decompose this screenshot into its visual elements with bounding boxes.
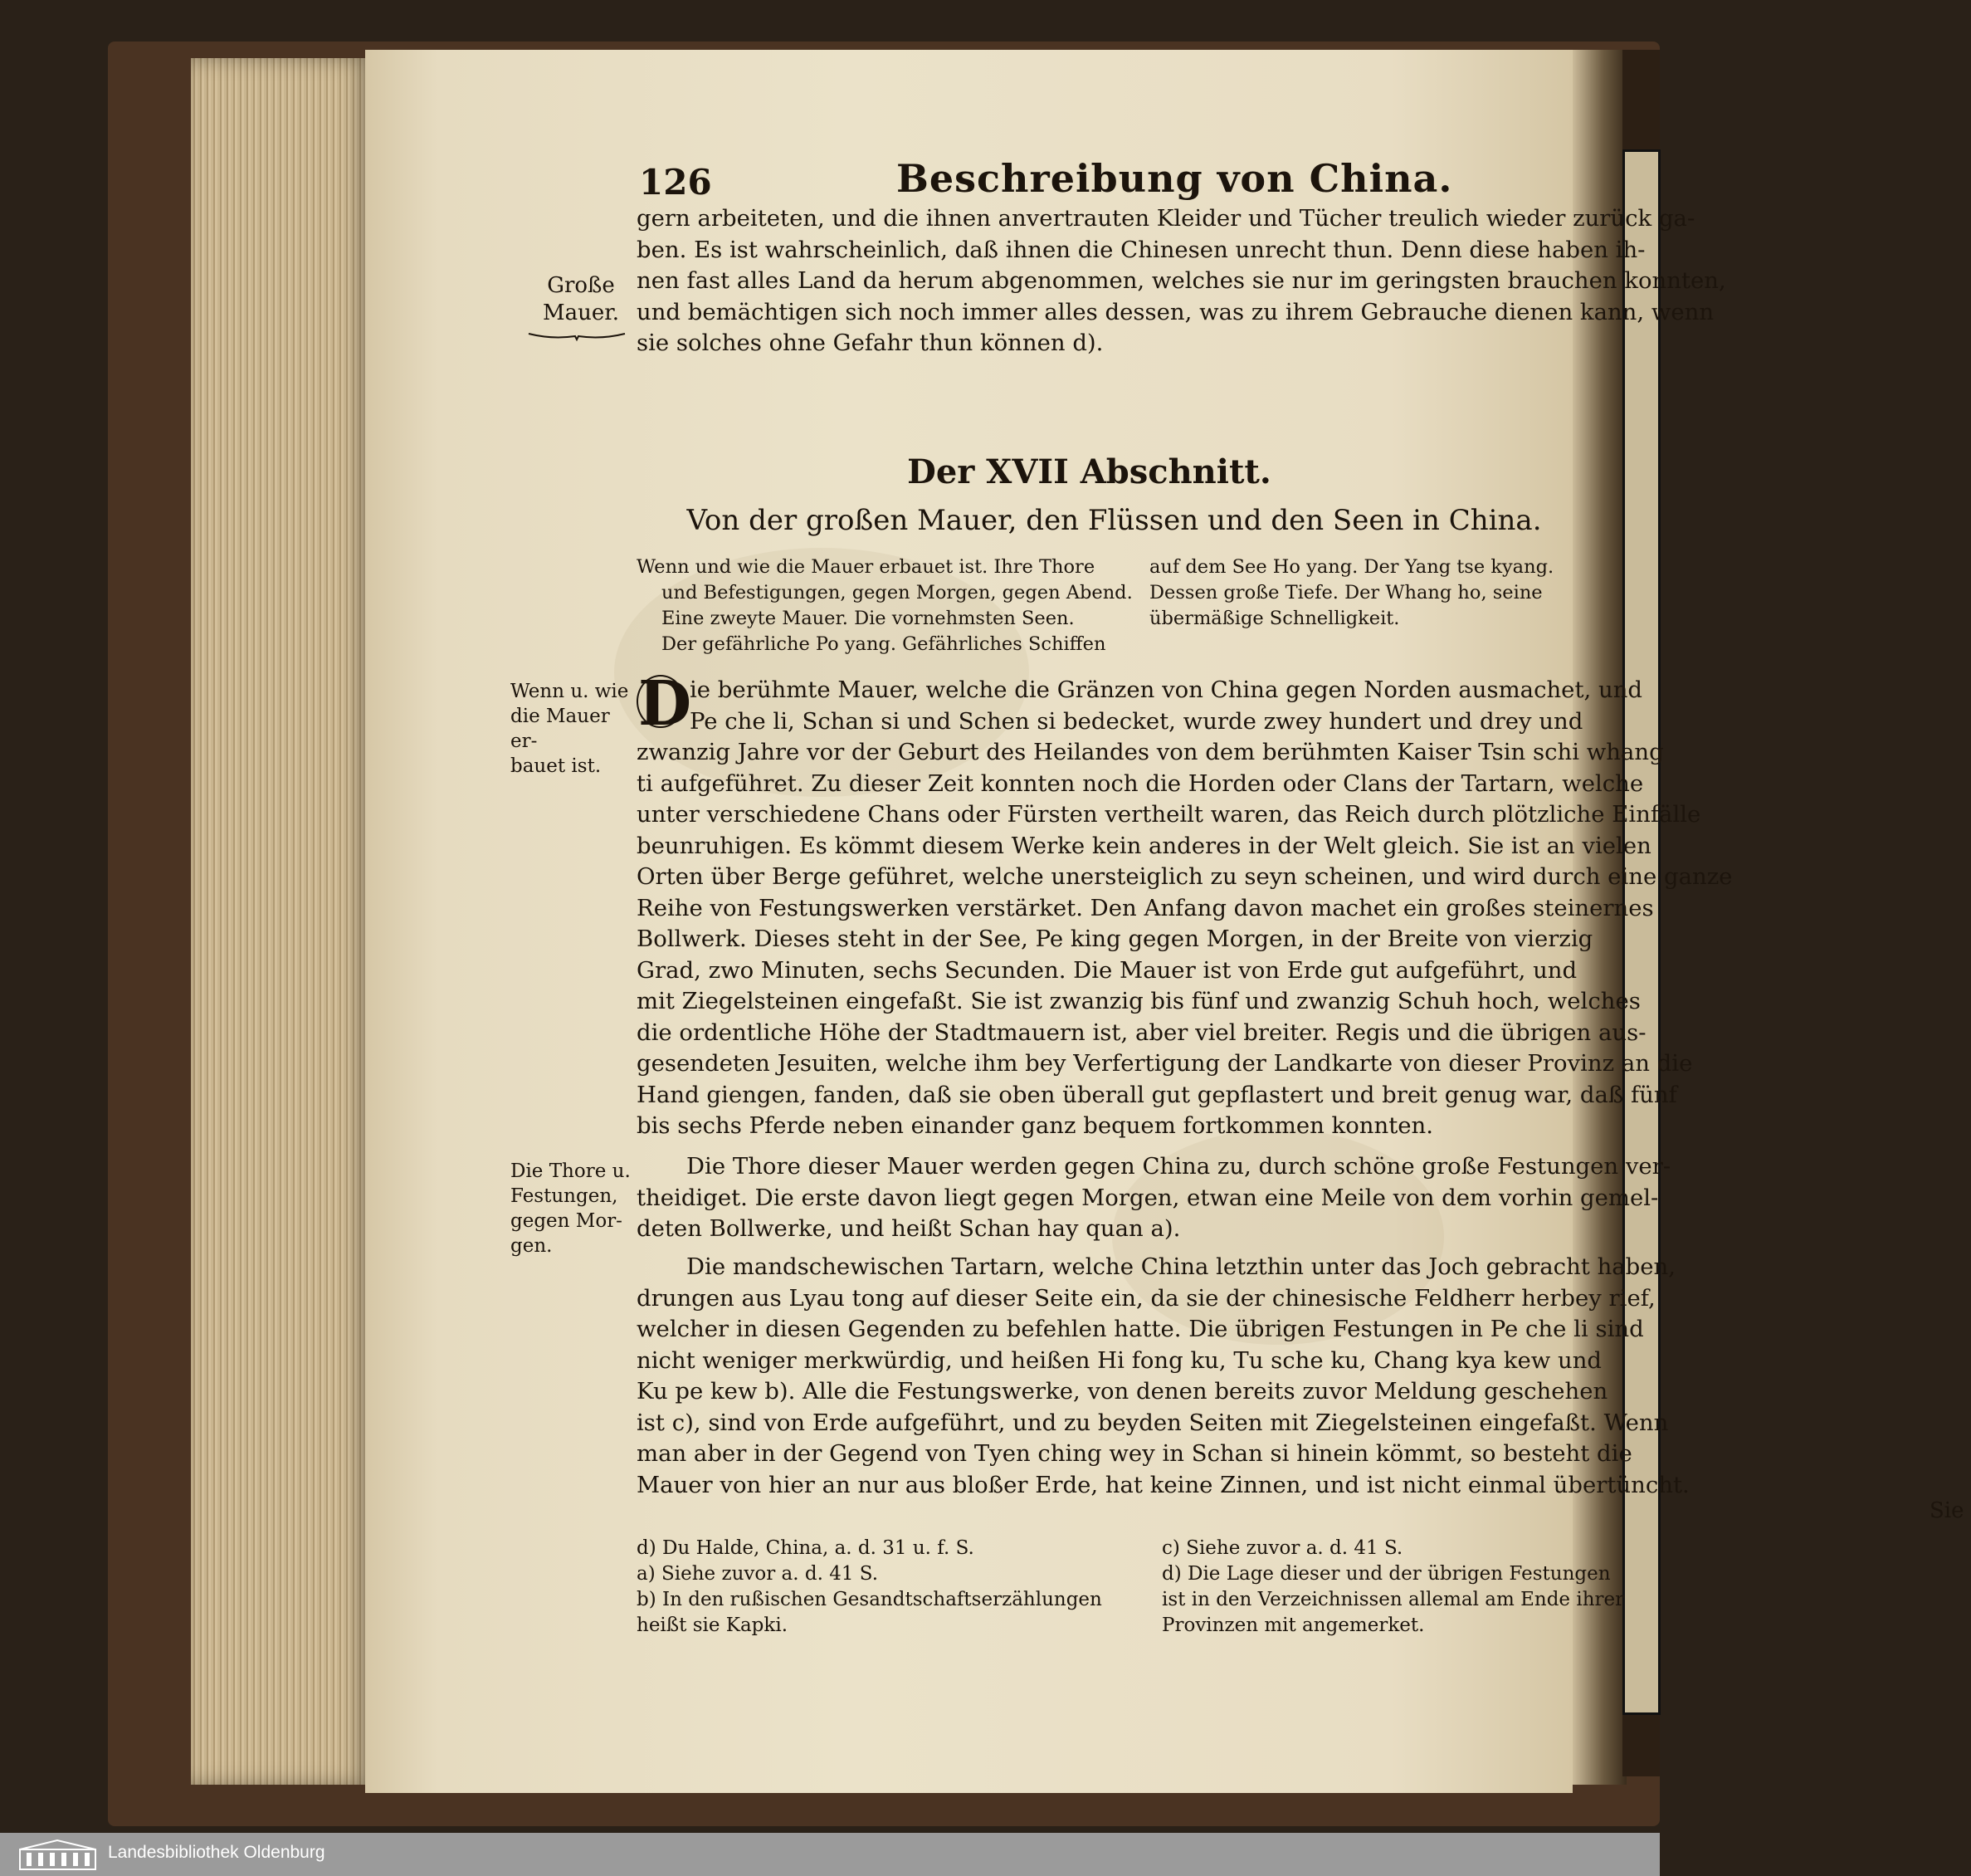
text-line: die ordentliche Höhe der Stadtmauern ist, aber viel breiter. Regis und die übrigen aus- — [637, 1019, 1647, 1046]
text-line: Mauer von hier an nur aus bloßer Erde, hat keine Zinnen, und ist nicht einmal übertüncht. — [637, 1471, 1690, 1498]
text-line: ben. Es ist wahrscheinlich, daß ihnen die Chinesen unrecht thun. Denn diese haben ih- — [637, 236, 1646, 263]
text-line: ist c), sind von Erde aufgeführt, und zu beyden Seiten mit Ziegelsteinen eingefaßt. Wenn — [637, 1409, 1669, 1436]
text-line: man aber in der Gegend von Tyen ching wey in Schan si hinein kömmt, so besteht die — [637, 1440, 1632, 1467]
opening-paragraph — [637, 203, 1964, 359]
margin-note-thore: Die Thore u. Festungen, gegen Mor- gen. — [510, 1160, 631, 1257]
section-title: Der XVII Abschnitt. — [907, 452, 1271, 491]
text-line: sie solches ohne Gefahr thun können d). — [637, 330, 1104, 356]
text-line: Hand giengen, fanden, daß sie oben überall gut gepflastert und breit genug war, daß fünf — [637, 1081, 1677, 1108]
text-line: gern arbeiteten, und die ihnen anvertrauten Kleider und Tücher treulich wieder zurück ga- — [637, 205, 1695, 232]
footnote: b) In den rußischen Gesandtschaftserzählungen — [637, 1589, 1102, 1610]
text-line: gesendeten Jesuiten, welche ihm bey Verfertigung der Landkarte von dieser Provinz an die — [637, 1050, 1693, 1077]
scanned-page — [365, 50, 1964, 1793]
text-line: mit Ziegelsteinen eingefaßt. Sie ist zwanzig bis fünf und zwanzig Schuh hoch, welches — [637, 988, 1641, 1014]
text-line: drungen aus Lyau tong auf dieser Seite ein, da sie der chinesische Feldherr herbey rief, — [637, 1284, 1656, 1312]
footer-org-name: Landesbibliothek Oldenburg — [108, 1843, 325, 1862]
paragraph-thore — [637, 1151, 1971, 1245]
text-line: zwanzig Jahre vor der Geburt des Heilandes von dem berühmten Kaiser Tsin schi whang — [637, 739, 1664, 765]
text-line: nen fast alles Land da herum abgenommen, welches sie nur im geringsten brauchen konnten, — [637, 267, 1726, 294]
footnote: Provinzen mit angemerket. — [1162, 1615, 1425, 1636]
text-line: Grad, zwo Minuten, sechs Secunden. Die Mauer ist von Erde gut aufgeführt, und — [637, 956, 1578, 984]
text-line: ie berühmte Mauer, welche die Gränzen von China gegen Norden ausmachet, und — [690, 677, 1643, 703]
page-fore-edge — [191, 58, 369, 1785]
text-line: Orten über Berge geführet, welche unersteiglich zu seyn scheinen, und wird durch eine ganze — [637, 863, 1733, 890]
text-line: Pe che li, Schan si und Schen si bedecket, wurde zwey hundert und drey und — [690, 707, 1583, 735]
footnote: heißt sie Kapki. — [637, 1615, 788, 1636]
footnote: ist in den Verzeichnissen allemal am Ende ihrer — [1162, 1589, 1625, 1610]
paragraph-mandschu — [637, 1252, 1971, 1501]
footnote: d) Die Lage dieser und der übrigen Festungen — [1162, 1563, 1611, 1585]
text-line: ti aufgeführet. Zu dieser Zeit konnten noch die Horden oder Clans der Tartarn, welche — [637, 769, 1644, 797]
running-title: Beschreibung von China. — [896, 156, 1453, 201]
text-line: Reihe von Festungswerken verstärket. Den Anfang davon machet ein großes steinernes — [637, 894, 1654, 921]
page-number: 126 — [639, 162, 712, 203]
section-summary-left: Wenn und wie die Mauer erbauet ist. Ihre Thore und Befestigungen, gegen Morgen, gegen Abend. Eine zweyte Mauer. Die vornehmsten Seen. Der gefährliche Po yang. Gefährliches Schiffen — [637, 556, 1133, 655]
text-line: Bollwerk. Dieses steht in der See, Pe king gegen Morgen, in der Breite von vierzig — [637, 926, 1593, 952]
text-line: Die mandschewischen Tartarn, welche China letzthin unter das Joch gebracht haben, — [686, 1253, 1676, 1280]
margin-note-wenn-wie: Wenn u. wie die Mauer er- bauet ist. — [510, 681, 629, 777]
text-line: theidiget. Die erste davon liegt gegen Morgen, etwan eine Meile von dem vorhin gemel- — [637, 1184, 1659, 1211]
footnotes-left — [637, 1536, 1151, 1639]
library-building-icon — [18, 1838, 97, 1871]
text-line: beunruhigen. Es kömmt diesem Werke kein anderes in der Welt gleich. Sie ist an vielen — [637, 832, 1651, 859]
section-summary-right: auf dem See Ho yang. Der Yang tse kyang. Dessen große Tiefe. Der Whang ho, seine übermäßige Schnelligkeit. — [1149, 556, 1554, 629]
drop-cap: D — [638, 668, 692, 740]
text-line: deten Bollwerke, und heißt Schan hay quan a). — [637, 1215, 1181, 1242]
text-line: Ku pe kew b). Alle die Festungswerke, von denen bereits zuvor Meldung geschehen — [637, 1378, 1608, 1405]
margin-brace-ornament — [527, 332, 627, 340]
text-line: unter verschiedene Chans oder Fürsten vertheilt waren, das Reich durch plötzliche Einfälle — [637, 801, 1701, 828]
text-line: Die Thore dieser Mauer werden gegen China zu, durch schöne große Festungen ver- — [686, 1153, 1671, 1180]
text-line: nicht weniger merkwürdig, und heißen Hi fong ku, Tu sche ku, Chang kya kew und — [637, 1346, 1603, 1374]
footer-bar — [0, 1833, 1660, 1876]
footnote: d) Du Halde, China, a. d. 31 u. f. S. — [637, 1537, 974, 1559]
text-line: welcher in diesen Gegenden zu befehlen hatte. Die übrigen Festungen in Pe che li sind — [637, 1316, 1644, 1342]
text-line: und bemächtigen sich noch immer alles dessen, was zu ihrem Gebrauche dienen kann, wenn — [637, 298, 1715, 325]
text-line: bis sechs Pferde neben einander ganz bequem fortkommen konnten. — [637, 1112, 1433, 1139]
section-subtitle: Von der großen Mauer, den Flüssen und den Seen in China. — [686, 504, 1542, 537]
margin-note-grosse-mauer: Große Mauer. — [542, 273, 620, 325]
footnote: c) Siehe zuvor a. d. 41 S. — [1162, 1537, 1403, 1559]
footnote: a) Siehe zuvor a. d. 41 S. — [637, 1563, 879, 1585]
catchword: Sie — [1930, 1498, 1964, 1523]
paragraph-mauer — [637, 668, 1971, 1142]
footnotes-right — [1162, 1536, 1726, 1639]
